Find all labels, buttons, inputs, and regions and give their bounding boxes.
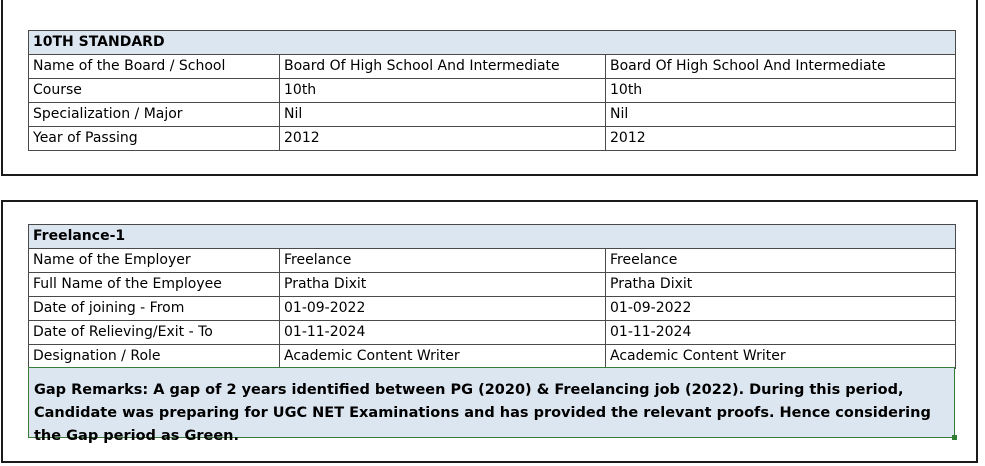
education-section <box>1 0 978 176</box>
row-value-verified: Board Of High School And Intermediate <box>606 55 956 79</box>
row-value-claimed: Academic Content Writer <box>280 345 606 369</box>
row-value-claimed: Freelance <box>280 249 606 273</box>
row-value-claimed: Pratha Dixit <box>280 273 606 297</box>
row-label: Date of Relieving/Exit - To <box>29 321 280 345</box>
row-value-verified: Pratha Dixit <box>606 273 956 297</box>
table-row <box>29 321 956 345</box>
employment-header: Freelance-1 <box>29 225 956 249</box>
table-row <box>29 273 956 297</box>
row-value-verified: Nil <box>606 103 956 127</box>
row-label: Full Name of the Employee <box>29 273 280 297</box>
table-row <box>29 345 956 369</box>
row-label: Year of Passing <box>29 127 280 151</box>
table-row <box>29 103 956 127</box>
row-value-claimed: 01-09-2022 <box>280 297 606 321</box>
row-value-verified: 01-09-2022 <box>606 297 956 321</box>
employment-table <box>28 224 956 369</box>
row-value-claimed: 10th <box>280 79 606 103</box>
table-header-row <box>29 31 956 55</box>
table-header-row <box>29 225 956 249</box>
row-label: Designation / Role <box>29 345 280 369</box>
row-value-claimed: 2012 <box>280 127 606 151</box>
row-value-claimed: 01-11-2024 <box>280 321 606 345</box>
education-table <box>28 30 956 151</box>
row-value-claimed: Nil <box>280 103 606 127</box>
education-header: 10TH STANDARD <box>29 31 956 55</box>
gap-remarks-cell[interactable]: Gap Remarks: A gap of 2 years identified between PG (2020) & Freelancing job (2022). During this period, Candidate was preparing for UGC NET Examinations and has provided the relevant proofs. Hence considering the Gap period as Green. <box>28 367 955 438</box>
row-value-verified: Freelance <box>606 249 956 273</box>
row-value-claimed: Board Of High School And Intermediate <box>280 55 606 79</box>
row-label: Name of the Employer <box>29 249 280 273</box>
table-row <box>29 249 956 273</box>
table-row <box>29 79 956 103</box>
table-row <box>29 127 956 151</box>
row-value-verified: 2012 <box>606 127 956 151</box>
row-label: Date of joining - From <box>29 297 280 321</box>
row-value-verified: Academic Content Writer <box>606 345 956 369</box>
row-label: Course <box>29 79 280 103</box>
row-label: Name of the Board / School <box>29 55 280 79</box>
table-row <box>29 297 956 321</box>
row-label: Specialization / Major <box>29 103 280 127</box>
employment-section <box>1 200 978 463</box>
row-value-verified: 01-11-2024 <box>606 321 956 345</box>
table-row <box>29 55 956 79</box>
row-value-verified: 10th <box>606 79 956 103</box>
